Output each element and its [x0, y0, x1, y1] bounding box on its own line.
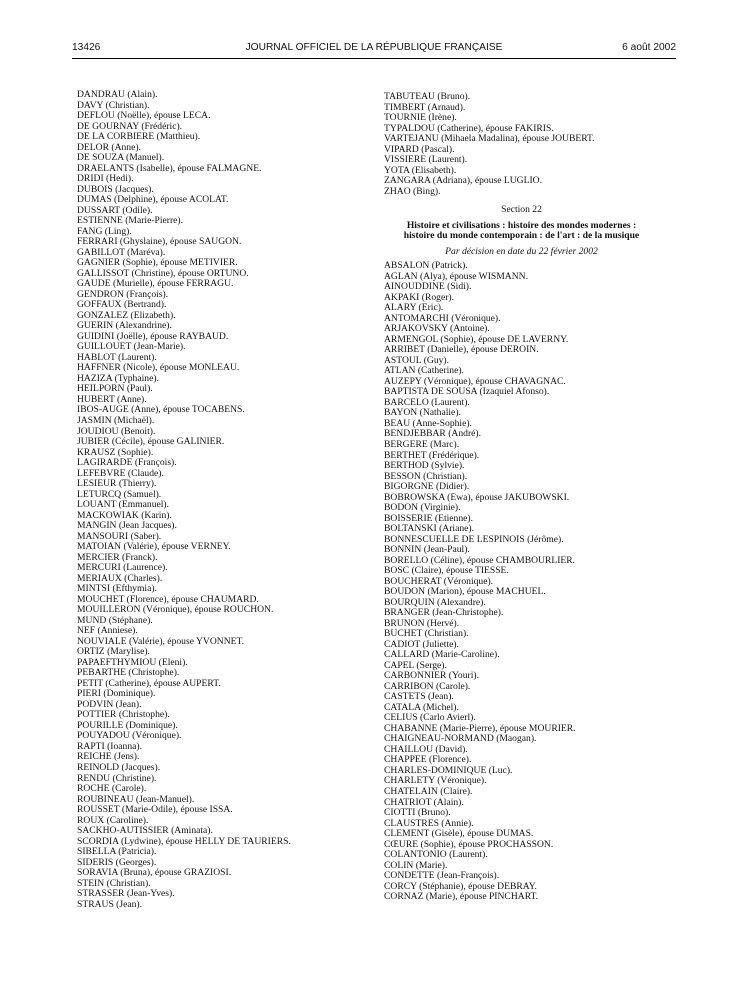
- name-entry: ATLAN (Catherine).: [384, 365, 464, 377]
- name-entry: BONNIN (Jean-Paul).: [384, 544, 470, 556]
- name-entry: CHATELAIN (Claire).: [384, 786, 473, 797]
- name-entry: GUIDINI (Joëlle), épouse RAYBAUD.: [77, 330, 229, 342]
- name-entry: STRAUS (Jean).: [77, 898, 143, 910]
- name-entry: IBOS-AUGE (Anne), épouse TOCABENS.: [77, 404, 245, 416]
- name-entry: CATALA (Michel).: [384, 701, 459, 713]
- name-entry: DE LA CORBIERE (Matthieu).: [77, 131, 201, 143]
- name-entry: POURILLE (Dominique).: [77, 719, 178, 731]
- name-entry: ASTOUL (Guy).: [384, 354, 450, 366]
- name-entry: BESSON (Christian).: [384, 470, 468, 482]
- name-entry: ARRIBET (Danielle), épouse DEROIN.: [384, 344, 539, 356]
- name-entry: PEBARTHE (Christophe).: [77, 667, 180, 679]
- name-entry: DUBOIS (Jacques).: [77, 183, 154, 195]
- name-entry: GOFFAUX (Bertrand).: [77, 299, 167, 311]
- name-entry: MERCURI (Laurence).: [77, 562, 168, 574]
- name-entry: FANG (Ling).: [77, 225, 132, 237]
- name-entry: AINOUDDINE (Sidi).: [384, 281, 472, 293]
- name-entry: STRASSER (Jean-Yves).: [77, 888, 175, 900]
- name-entry: CORNAZ (Marie), épouse PINCHART.: [384, 891, 539, 903]
- section-heading-line2: histoire du monde contemporain : de l'art : de la musique: [403, 230, 640, 242]
- name-entry: YOTA (Elisabeth).: [384, 164, 457, 176]
- name-entry: MOUILLERON (Véronique), épouse ROUCHON.: [77, 604, 274, 616]
- name-entry: BODON (Virginie).: [384, 502, 461, 514]
- name-entry: GAUDE (Murielle), épouse FERRAGU.: [77, 278, 234, 290]
- name-entry: CHATRIOT (Alain).: [384, 796, 464, 808]
- section-title: Section 22: [501, 204, 542, 216]
- name-entry: DUSSART (Odile).: [77, 204, 153, 216]
- name-entry: PETIT (Catherine), épouse AUPERT.: [77, 677, 221, 689]
- name-entry: BAPTISTA DE SOUSA (Izaquiel Afonso).: [384, 386, 550, 398]
- name-entry: CIOTTI (Bruno).: [384, 807, 451, 819]
- name-entry: COLIN (Marie).: [384, 859, 448, 871]
- name-entry: FERRARI (Ghyslaine), épouse SAUGON.: [77, 236, 242, 248]
- name-entry: BOBROWSKA (Ewa), épouse JAKUBOWSKI.: [384, 491, 570, 503]
- name-entry: CLAUSTRES (Annie).: [384, 817, 474, 829]
- name-entry: MACKOWIAK (Karin).: [77, 509, 172, 521]
- name-entry: CELIUS (Carlo Avierl).: [384, 712, 476, 724]
- name-entry: JOUDIOU (Benoit).: [77, 425, 156, 437]
- name-entry: CAPEL (Serge).: [384, 659, 447, 671]
- name-entry: JUBIER (Cécile), épouse GALINIER.: [77, 436, 225, 448]
- name-entry: BONNESCUELLE DE LESPINOIS (Jérôme).: [384, 533, 564, 545]
- name-entry: NOUVIALE (Valérie), épouse YVONNET.: [77, 635, 245, 647]
- name-entry: CHARLETY (Véronique).: [384, 775, 487, 787]
- name-entry: STEIN (Christian).: [77, 877, 151, 889]
- right-column: [384, 92, 654, 903]
- header-rule: [72, 58, 676, 59]
- name-entry: CHAPPEE (Florence).: [384, 754, 472, 766]
- name-entry: GABILLOT (Maréva).: [77, 246, 166, 258]
- name-entry: ROCHE (Carole).: [77, 783, 147, 795]
- name-entry: DRIDI (Hedi).: [77, 173, 134, 185]
- name-entry: GALLISSOT (Christine), épouse ORTUNO.: [77, 267, 249, 279]
- name-entry: SORAVIA (Bruna), épouse GRAZIOSI.: [77, 867, 232, 879]
- name-entry: TABUTEAU (Bruno).: [384, 91, 471, 102]
- name-entry: GONZALEZ (Elizabeth).: [77, 309, 176, 321]
- name-entry: LOUANT (Emmanuel).: [77, 499, 170, 511]
- name-entry: MERIAUX (Charles).: [77, 572, 163, 584]
- name-entry: TIMBERT (Arnaud).: [384, 101, 466, 113]
- name-entry: ANTOMARCHI (Véronique).: [384, 312, 501, 324]
- name-entry: KRAUSZ (Sophie).: [77, 446, 154, 458]
- section-decision: Par décision en date du 22 février 2002: [445, 245, 598, 257]
- name-entry: LESIEUR (Thierry).: [77, 478, 157, 490]
- name-entry: SACKHO-AUTISSIER (Aminata).: [77, 825, 213, 837]
- name-entry: MUND (Stéphane).: [77, 614, 153, 626]
- name-entry: CASTETS (Jean).: [384, 691, 454, 703]
- page-number: 13426: [72, 42, 101, 53]
- name-entry: CADIOT (Juliette).: [384, 638, 459, 650]
- name-entry: BIGORGNE (Didier).: [384, 481, 470, 493]
- name-entry: ALARY (Eric).: [384, 302, 444, 314]
- name-entry: ESTIENNE (Marie-Pierre).: [77, 215, 184, 227]
- name-entry: CARRIBON (Carole).: [384, 680, 471, 692]
- name-entry: BORELLO (Céline), épouse CHAMBOURLIER.: [384, 554, 576, 566]
- name-entry: DANDRAU (Alain).: [77, 89, 158, 100]
- name-entry: PODVIN (Jean).: [77, 698, 142, 710]
- name-entry: GAGNIER (Sophie), épouse METIVIER.: [77, 257, 238, 269]
- name-entry: VIPARD (Pascal).: [384, 143, 455, 155]
- name-entry: HUBERT (Anne).: [77, 393, 147, 405]
- name-entry: MANSOURI (Saber).: [77, 530, 162, 542]
- name-entry: ARMENGOL (Sophie), épouse DE LAVERNY.: [384, 333, 569, 345]
- name-entry: REINOLD (Jacques).: [77, 762, 161, 773]
- name-entry: BOUCHERAT (Véronique).: [384, 575, 494, 587]
- name-entry: ABSALON (Patrick).: [384, 260, 468, 272]
- name-entry: COLANTONIO (Laurent).: [384, 849, 488, 861]
- name-entry: HAZIZA (Typhaine).: [77, 372, 159, 384]
- name-entry: BOURQUIN (Alexandre).: [384, 596, 486, 608]
- name-entry: CHABANNE (Marie-Pierre), épouse MOURIER.: [384, 722, 576, 734]
- name-entry: DEFLOU (Noëlle), épouse LECA.: [77, 110, 211, 122]
- name-entry: BAYON (Nathalie).: [384, 407, 461, 419]
- name-entry: GUERIN (Alexandrine).: [77, 320, 172, 332]
- section-heading-line1: Histoire et civilisations : histoire des mondes modernes :: [406, 219, 637, 231]
- name-entry: SIDERIS (Georges).: [77, 856, 157, 868]
- name-entry: AGLAN (Alya), épouse WISMANN.: [384, 270, 528, 282]
- name-entry: CLEMENT (Gisèle), épouse DUMAS.: [384, 828, 534, 840]
- name-entry: BUCHET (Christian).: [384, 628, 469, 640]
- name-entry: AKPAKI (Roger).: [384, 291, 454, 303]
- name-entry: BERGERE (Marc).: [384, 438, 460, 450]
- name-entry: HAFFNER (Nicole), épouse MONLEAU.: [77, 362, 240, 374]
- name-entry: BOISSERIE (Etienne).: [384, 512, 473, 524]
- name-entry: BEAU (Anne-Sophie).: [384, 417, 472, 429]
- name-entry: GENDRON (François).: [77, 288, 169, 300]
- name-entry: MERCIER (Franck).: [77, 551, 158, 563]
- name-entry: TYPALDOU (Catherine), épouse FAKIRIS.: [384, 122, 554, 134]
- name-entry: PIERI (Dominique).: [77, 688, 156, 700]
- journal-title: JOURNAL OFFICIEL DE LA RÉPUBLIQUE FRANÇAISE: [245, 42, 503, 53]
- name-entry: MINTSI (Efthymia).: [77, 583, 157, 595]
- name-entry: PAPAEFTHYMIOU (Eleni).: [77, 656, 188, 668]
- name-entry: MATOIAN (Valérie), épouse VERNEY.: [77, 541, 231, 553]
- name-entry: TOURNIE (Irène).: [384, 112, 457, 124]
- name-entry: DAVY (Christian).: [77, 99, 150, 111]
- name-entry: GUILLOUET (Jean-Marie).: [77, 341, 186, 353]
- name-entry: CONDETTE (Jean-François).: [384, 870, 500, 882]
- name-entry: BARCELO (Laurent).: [384, 396, 470, 408]
- name-entry: ORTIZ (Marylise).: [77, 646, 150, 658]
- publication-date: 6 août 2002: [622, 42, 676, 53]
- name-entry: CHARLES-DOMINIQUE (Luc).: [384, 764, 513, 776]
- page-header: [72, 42, 676, 56]
- name-entry: ROUBINEAU (Jean-Manuel).: [77, 793, 195, 805]
- name-entry: ROUSSET (Marie-Odile), épouse ISSA.: [77, 804, 233, 816]
- name-entry: BERTHET (Frédérique).: [384, 449, 480, 461]
- name-entry: BERTHOD (Sylvie).: [384, 460, 465, 472]
- name-entry: POTTIER (Christophe).: [77, 709, 170, 721]
- name-entry: DUMAS (Delphine), épouse ACOLAT.: [77, 194, 229, 206]
- name-entry: LAGIRARDE (François).: [77, 457, 177, 469]
- name-entry: LETURCQ (Samuel).: [77, 488, 162, 500]
- name-entry: BOLTANSKI (Ariane).: [384, 523, 475, 535]
- name-entry: RAPTI (Ioanna).: [77, 740, 143, 752]
- left-column: [77, 90, 347, 910]
- name-entry: VISSIERE (Laurent).: [384, 154, 468, 166]
- name-entry: CORCY (Stéphanie), épouse DEBRAY.: [384, 880, 537, 892]
- name-entry: ZANGARA (Adriana), épouse LUGLIO.: [384, 175, 542, 187]
- name-entry: BOSC (Claire), épouse TIESSE.: [384, 565, 509, 577]
- name-entry: NEF (Anniese).: [77, 625, 138, 637]
- name-entry: BRUNON (Hervé).: [384, 617, 460, 629]
- name-entry: LEFEBVRE (Claude).: [77, 467, 164, 479]
- name-entry: CŒURE (Sophie), épouse PROCHASSON.: [384, 838, 554, 850]
- name-entry: CALLARD (Marie-Caroline).: [384, 649, 500, 661]
- name-entry: BRANGER (Jean-Christophe).: [384, 607, 504, 619]
- name-entry: ROUX (Caroline).: [77, 814, 149, 826]
- name-entry: DRAELANTS (Isabelle), épouse FALMAGNE.: [77, 162, 262, 174]
- name-entry: CARBONNIER (Youri).: [384, 670, 479, 682]
- right-column-bottom-list: [384, 261, 654, 902]
- name-entry: DELOR (Anne).: [77, 141, 141, 153]
- right-column-top-list: [384, 92, 654, 197]
- name-entry: AUZEPY (Véronique), épouse CHAVAGNAC.: [384, 375, 566, 387]
- name-entry: SIBELLA (Patricia).: [77, 846, 157, 858]
- name-entry: MANGIN (Jean Jacques).: [77, 520, 177, 532]
- name-entry: ARJAKOVSKY (Antoine).: [384, 323, 490, 335]
- name-entry: BOUDON (Marion), épouse MACHUEL.: [384, 586, 546, 598]
- name-entry: DE SOUZA (Manuel).: [77, 152, 165, 164]
- name-entry: VARTEJANU (Mihaela Madalina), épouse JOUBERT.: [384, 133, 595, 145]
- name-entry: DE GOURNAY (Frédéric).: [77, 120, 183, 132]
- name-entry: JASMIN (Michaël).: [77, 414, 155, 426]
- name-entry: MOUCHET (Florence), épouse CHAUMARD.: [77, 593, 259, 605]
- name-entry: BENDJEBBAR (André).: [384, 428, 481, 440]
- name-entry: POUYADOU (Véronique).: [77, 730, 182, 742]
- name-entry: REICHE (Jens).: [77, 751, 140, 763]
- name-entry: ZHAO (Bing).: [384, 185, 441, 197]
- name-entry: RENDU (Christine).: [77, 772, 157, 784]
- name-entry: CHAIGNEAU-NORMAND (Maogan).: [384, 733, 537, 745]
- name-entry: CHAILLOU (David).: [384, 743, 468, 755]
- name-entry: HEILPORN (Paul).: [77, 383, 153, 395]
- name-entry: SCORDIA (Lydwine), épouse HELLY DE TAURIERS.: [77, 835, 291, 847]
- name-entry: HABLOT (Laurent).: [77, 351, 157, 363]
